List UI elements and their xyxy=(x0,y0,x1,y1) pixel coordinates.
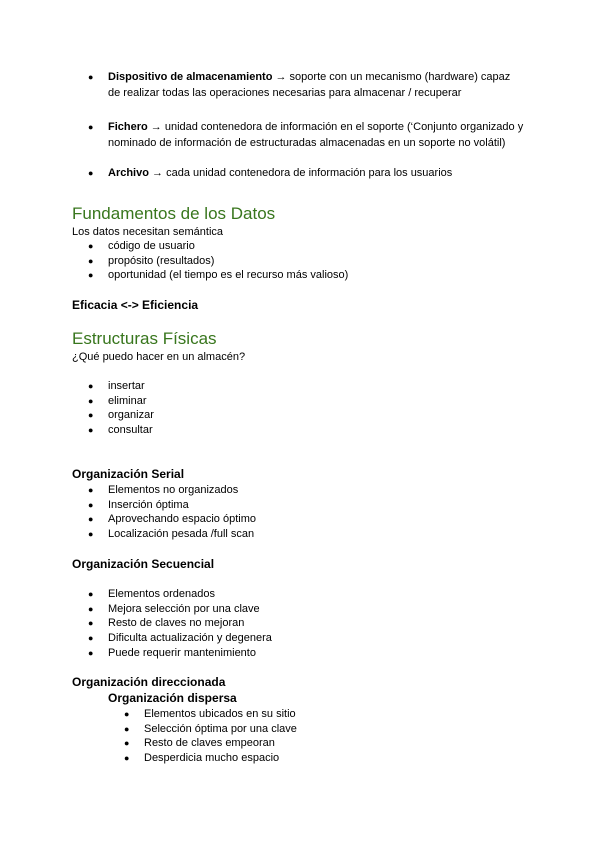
heading-serial: Organización Serial xyxy=(72,467,185,481)
list-item: ● Resto de claves no mejoran xyxy=(88,617,245,630)
bullet-icon: ● xyxy=(124,723,130,734)
bullet-icon: ● xyxy=(88,241,94,251)
definition-text: de realizar todas las operaciones necesarias para almacenar / recuperar xyxy=(108,87,462,99)
definition-item xyxy=(72,119,542,151)
fundamentos-intro: Los datos necesitan semántica xyxy=(72,226,224,238)
definition-item xyxy=(72,165,542,181)
heading-direccionada: Organización direccionada xyxy=(72,675,226,689)
bullet-icon: ● xyxy=(124,753,130,764)
bullet-icon: ● xyxy=(88,647,94,658)
list-item: ● insertar xyxy=(88,380,145,392)
definition-term: Archivo xyxy=(108,167,149,179)
list-item: ● organizar xyxy=(88,409,154,422)
heading-secuencial: Organización Secuencial xyxy=(72,557,215,571)
heading-fundamentos: Fundamentos de los Datos xyxy=(72,204,276,223)
list-item: ● Puede requerir mantenimiento xyxy=(88,646,256,659)
list-item: ● Elementos no organizados xyxy=(88,484,239,496)
bullet-icon: ● xyxy=(88,485,94,495)
bullet-icon: ● xyxy=(88,425,94,436)
bullet-icon: ● xyxy=(88,529,94,540)
bullet-icon: ● xyxy=(88,618,94,629)
bullet-icon: ● xyxy=(88,122,94,132)
bullet-icon: ● xyxy=(88,633,94,644)
bullet-icon: ● xyxy=(124,709,130,719)
list-item: ● propósito (resultados) xyxy=(88,254,215,267)
bullet-icon: ● xyxy=(124,738,130,749)
bullet-icon: ● xyxy=(88,410,94,421)
definition-text: nominado de información de estructuradas almacenadas en un soporte no volátil) xyxy=(108,137,506,149)
eficacia-heading: Eficacia <-> Eficiencia xyxy=(72,298,199,312)
list-item: ● Inserción óptima xyxy=(88,498,189,511)
dispersa-list xyxy=(108,707,297,766)
bullet-icon: ● xyxy=(88,72,94,82)
bullet-icon: ● xyxy=(88,589,94,599)
list-item: ● Elementos ubicados en su sitio xyxy=(124,708,296,720)
definitions-list xyxy=(72,69,542,181)
list-item: ● Elementos ordenados xyxy=(88,588,216,600)
list-item: ● código de usuario xyxy=(88,240,195,252)
list-item: ● Dificulta actualización y degenera xyxy=(88,632,272,645)
bullet-icon: ● xyxy=(88,168,94,178)
secuencial-list xyxy=(72,587,272,661)
definition-term: Dispositivo de almacenamiento xyxy=(108,71,273,83)
list-item: ● consultar xyxy=(88,424,153,437)
definition-text: → cada unidad contenedora de información para los usuarios xyxy=(148,167,453,179)
definition-text: → soporte con un mecanismo (hardware) capaz xyxy=(272,71,511,83)
definition-item xyxy=(72,69,542,101)
estructuras-intro: ¿Qué puedo hacer en un almacén? xyxy=(72,351,246,363)
definition-term: Fichero xyxy=(108,121,148,133)
heading-estructuras: Estructuras Físicas xyxy=(72,329,217,348)
bullet-icon: ● xyxy=(88,255,94,266)
list-item: ● Desperdicia mucho espacio xyxy=(124,752,280,765)
bullet-icon: ● xyxy=(88,499,94,510)
bullet-icon: ● xyxy=(88,381,94,391)
fundamentos-list xyxy=(72,239,348,283)
definition-text: → unidad contenedora de información en el soporte (‘Conjunto organizado y xyxy=(147,121,524,133)
heading-dispersa: Organización dispersa xyxy=(108,691,237,705)
bullet-icon: ● xyxy=(88,395,94,406)
estructuras-list xyxy=(72,379,154,438)
serial-list xyxy=(72,483,256,542)
list-item: ● eliminar xyxy=(88,394,147,407)
list-item: ● Localización pesada /full scan xyxy=(88,528,255,541)
list-item: ● Aprovechando espacio óptimo xyxy=(88,513,256,526)
bullet-icon: ● xyxy=(88,603,94,614)
bullet-icon: ● xyxy=(88,514,94,525)
list-item: ● Mejora selección por una clave xyxy=(88,602,260,615)
list-item: ● Resto de claves empeoran xyxy=(124,737,275,750)
bullet-icon: ● xyxy=(88,270,94,281)
list-item: ● Selección óptima por una clave xyxy=(124,722,297,735)
list-item: ● oportunidad (el tiempo es el recurso más valioso) xyxy=(88,269,349,282)
